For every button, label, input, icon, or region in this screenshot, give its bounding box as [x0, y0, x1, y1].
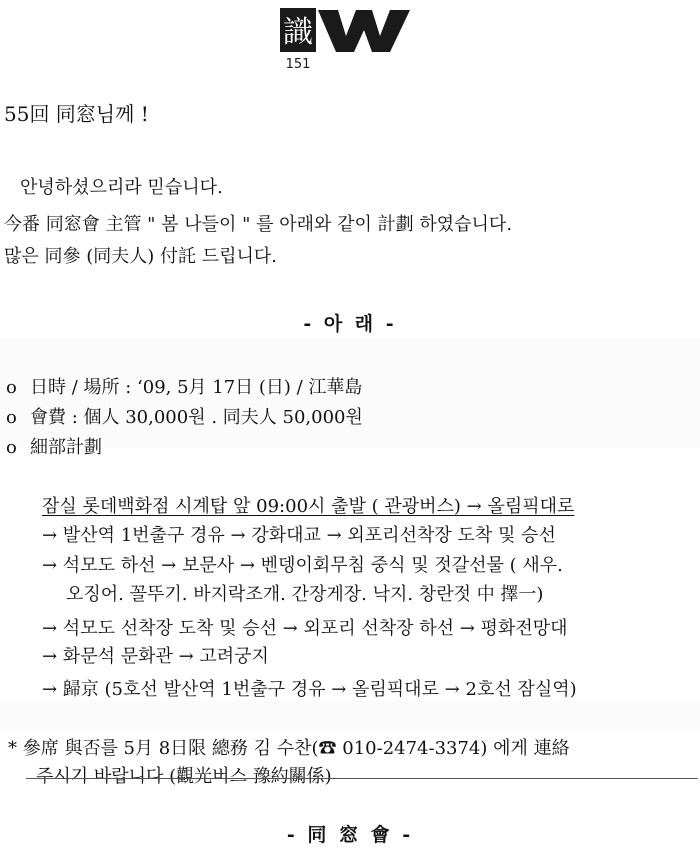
list-item-detailed-plan [6, 437, 102, 459]
body-line-1: 안녕하셨으리라 믿습니다. [20, 177, 223, 198]
signature: - 同 窓 會 - [286, 824, 414, 846]
section-heading: - 아 래 - [303, 313, 397, 335]
rsvp-note-line-2: 주시기 바랍니다 (觀光버스 豫約關係) [36, 766, 332, 787]
list-item-text: 會費 : 個人 30,000원 . 同夫人 50,000원 [30, 407, 363, 428]
greeting: 55回 同窓님께 ! [4, 102, 149, 126]
body-line-2: 今番 同窓會 主管 " 봄 나들이 " 를 아래와 같이 計劃 하였습니다. [4, 214, 513, 235]
list-item-text: 細部計劃 [30, 437, 102, 458]
schedule-line-3: → 석모도 하선 → 보문사 → 벤뎅이회무침 중식 및 젓갈선물 ( 새우. [42, 555, 563, 576]
schedule-line-2: → 발산역 1번출구 경유 → 강화대교 → 외포리선착장 도착 및 승선 [42, 525, 556, 546]
bullet-mark: o [6, 377, 17, 398]
body-line-3: 많은 同參 (同夫人) 付託 드립니다. [4, 246, 277, 267]
schedule-line-1: 잠실 롯데백화점 시계탑 앞 09:00시 출발 ( 관광버스) → 올림픽대로 [42, 496, 575, 517]
logo-text: 識 [283, 15, 313, 50]
list-item-fee [6, 407, 363, 429]
schedule-line-6: → 화문석 문화관 → 고려궁지 [42, 646, 269, 667]
schedule-line-7: → 歸京 (5호선 발산역 1번출구 경유 → 올림픽대로 → 2호선 잠실역) [42, 679, 577, 700]
schedule-line-5: → 석모도 선착장 도착 및 승선 → 외포리 선착장 하선 → 평화전망대 [42, 618, 568, 639]
bullet-mark: o [6, 437, 17, 458]
logo-subtext: 151 [285, 57, 311, 72]
logo-w-mark [318, 10, 410, 52]
schedule-line-4: 오징어. 꼴뚜기. 바지락조개. 간장게장. 낙지. 창란젓 中 擇一) [66, 584, 544, 605]
divider-line [26, 778, 698, 779]
list-item-text: 日時 / 場所 : ‘09, 5月 17日 (日) / 江華島 [30, 377, 363, 398]
bleed-through-area [0, 700, 700, 730]
rsvp-note-line-1: * 參席 與否를 5月 8日限 總務 김 수찬(☎ 010-2474-3374) 에게 連絡 [8, 738, 570, 759]
association-logo [278, 6, 416, 72]
bullet-mark: o [6, 407, 17, 428]
list-item-schedule-place [6, 377, 362, 399]
